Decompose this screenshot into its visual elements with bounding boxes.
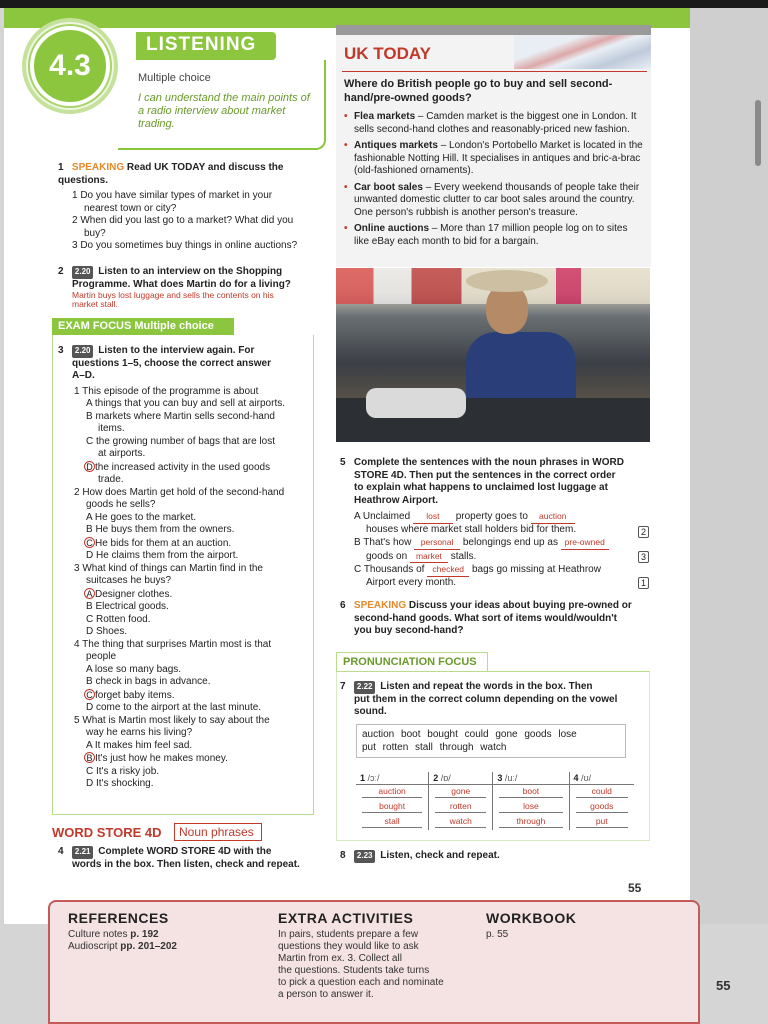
exercise-number: 4 bbox=[58, 846, 64, 857]
teacher-notes-panel bbox=[48, 900, 700, 1024]
exercise-instruction: Listen to the interview again. For bbox=[98, 345, 255, 356]
word-box-line: auction boot bought could gone goods lose bbox=[362, 729, 577, 740]
exercise-2 bbox=[58, 266, 320, 309]
photo-clothes bbox=[366, 388, 466, 418]
answer-option: at airports. bbox=[98, 448, 146, 459]
market-stall-photo bbox=[336, 268, 650, 442]
list-item: • Flea markets – Camden market is the biggest one in London. It sells second-hand clothes and reasonably-priced new fashion. bbox=[344, 111, 644, 136]
photo-hat bbox=[466, 270, 548, 292]
column-header: 2 /ɒ/ bbox=[429, 772, 493, 785]
exercise-instruction: A–D. bbox=[72, 370, 95, 381]
union-flag-image bbox=[514, 35, 651, 69]
outer-page-number: 55 bbox=[716, 978, 731, 993]
exam-focus-tab: EXAM FOCUS Multiple choice bbox=[52, 318, 234, 335]
exercise-instruction: STORE 4D. Then put the sentences in the correct order bbox=[354, 469, 616, 481]
order-box[interactable]: 1 bbox=[638, 577, 649, 589]
answer-blank[interactable]: personal bbox=[414, 536, 460, 550]
answer-blank[interactable]: bought bbox=[362, 801, 422, 813]
answer-option: D Shoes. bbox=[86, 626, 128, 637]
extra-activities-title: EXTRA ACTIVITIES bbox=[278, 910, 414, 926]
exercise-1 bbox=[58, 162, 318, 253]
exercise-3 bbox=[58, 345, 314, 791]
word-box bbox=[356, 724, 626, 758]
circled-answer: B bbox=[84, 752, 95, 763]
answer-option-selected: C forget baby items. bbox=[74, 689, 314, 703]
answer-option: B Electrical goods. bbox=[86, 601, 169, 612]
list-item: • Car boot sales – Every weekend thousands of people take their unwanted domestic clutter to car boot sales around the country. One person's rubbish is another person's treasure. bbox=[344, 182, 644, 220]
section-subtitle: Multiple choice bbox=[138, 72, 211, 84]
table-row bbox=[356, 815, 634, 830]
answer-option: C It's a risky job. bbox=[86, 765, 160, 777]
question-stem: way he earns his living? bbox=[86, 727, 193, 738]
answer-option: D It's shocking. bbox=[86, 778, 154, 789]
answer-option: B He buys them from the owners. bbox=[86, 524, 235, 535]
answer-option-selected: B It's just how he makes money. bbox=[74, 752, 314, 766]
exercise-instruction: Heathrow Airport. bbox=[354, 494, 439, 506]
uk-today-question: Where do British people go to buy and sell second-hand/pre-owned goods? bbox=[344, 78, 613, 104]
uk-today-list bbox=[344, 111, 644, 252]
answer-option: A lose so many bags. bbox=[86, 663, 182, 675]
audio-track-icon[interactable]: 2.21 bbox=[72, 846, 94, 859]
references-line: Culture notes p. 192 bbox=[68, 929, 159, 940]
answer-blank[interactable]: goods bbox=[576, 801, 629, 813]
order-box[interactable]: 2 bbox=[638, 526, 649, 538]
question-stem: 5 What is Martin most likely to say about the bbox=[74, 714, 270, 726]
exercise-number: 2 bbox=[58, 266, 64, 277]
uk-today-title: UK TODAY bbox=[344, 44, 431, 63]
exercise-number: 7 bbox=[340, 681, 346, 692]
column-header: 3 /uː/ bbox=[493, 772, 569, 785]
answer-option: trade. bbox=[98, 474, 124, 485]
answer-blank[interactable]: pre-owned bbox=[561, 536, 609, 550]
exercise-instruction: put them in the correct column depending on the vowel bbox=[354, 693, 618, 705]
references-line: Audioscript pp. 201–202 bbox=[68, 941, 177, 952]
question-list bbox=[58, 386, 314, 791]
question-line: nearest town or city? bbox=[84, 202, 177, 214]
exercise-instruction: Listen, check and repeat. bbox=[380, 850, 500, 861]
exercise-instruction: Read UK TODAY and discuss the questions. bbox=[58, 162, 284, 186]
handwritten-answer: Martin buys lost luggage and sells the contents on his bbox=[72, 290, 274, 300]
section-title: LISTENING bbox=[136, 32, 276, 60]
answer-blank[interactable]: checked bbox=[427, 563, 469, 577]
answer-blank[interactable]: gone bbox=[435, 786, 486, 798]
question-stem: 2 How does Martin get hold of the second-hand bbox=[74, 486, 285, 498]
answer-blank[interactable]: put bbox=[576, 816, 629, 828]
answer-option: B check in bags in advance. bbox=[86, 676, 211, 687]
exercise-instruction: questions 1–5, choose the correct answer bbox=[72, 357, 271, 369]
answer-blank[interactable]: lost bbox=[413, 510, 453, 524]
answer-blank[interactable]: stall bbox=[362, 816, 422, 828]
answer-option: A It makes him feel sad. bbox=[86, 739, 193, 751]
exercise-instruction: Listen and repeat the words in the box. Then bbox=[380, 681, 593, 692]
scrollbar[interactable] bbox=[755, 100, 761, 166]
answer-option-selected: D the increased activity in the used goods bbox=[74, 461, 314, 475]
exercise-number: 8 bbox=[340, 850, 346, 861]
question-stem: 1 This episode of the programme is about bbox=[74, 385, 259, 397]
answer-option: D come to the airport at the last minute. bbox=[86, 702, 262, 713]
can-do-statement: I can understand the main points of a radio interview about market trading. bbox=[138, 92, 310, 130]
column-header: 1 /ɔː/ bbox=[356, 772, 429, 785]
question-line: 2 When did you last go to a market? What did you bbox=[72, 215, 294, 226]
question-stem: people bbox=[86, 651, 117, 662]
exercise-number: 6 bbox=[340, 600, 346, 611]
sentence-a: A Unclaimed lost property goes to auction houses where market stall holders bid for them. bbox=[354, 511, 577, 535]
references-title: REFERENCES bbox=[68, 910, 169, 926]
question-stem: 3 What kind of things can Martin find in the bbox=[74, 562, 263, 574]
audio-track-icon[interactable]: 2.20 bbox=[72, 266, 94, 279]
exercise-instruction: Listen to an interview on the Shopping bbox=[98, 266, 283, 277]
answer-option: A He goes to the market. bbox=[86, 511, 197, 523]
answer-option-selected: A Designer clothes. bbox=[74, 588, 314, 602]
answer-blank[interactable]: lose bbox=[499, 801, 562, 813]
word-box-line: put rotten stall through watch bbox=[362, 742, 507, 753]
question-stem: suitcases he buys? bbox=[86, 575, 172, 586]
exercise-instruction: words in the box. Then listen, check and repeat. bbox=[72, 858, 300, 870]
exercise-6 bbox=[340, 600, 652, 638]
divider bbox=[342, 71, 647, 72]
circled-answer: D bbox=[84, 461, 95, 472]
question-line: buy? bbox=[84, 227, 106, 239]
question-stem: goods he sells? bbox=[86, 499, 156, 510]
table-row bbox=[356, 785, 634, 800]
sentence-c: C Thousands of checked bags go missing at Heathrow Airport every month. bbox=[354, 564, 601, 588]
answer-option: C the growing number of bags that are lost bbox=[86, 435, 275, 447]
exercise-instruction: second-hand goods. What sort of items would/wouldn't bbox=[354, 612, 617, 624]
list-item: • Online auctions – More than 17 million people log on to sites like eBay each month to bid for a bargain. bbox=[344, 223, 644, 248]
answer-option: B markets where Martin sells second-hand bbox=[86, 410, 275, 422]
handwritten-answer: market stall. bbox=[72, 299, 118, 309]
question-line: 1 Do you have similar types of market in your bbox=[72, 190, 273, 201]
unit-badge: 4.3 bbox=[30, 26, 110, 106]
exercise-7 bbox=[340, 681, 646, 719]
answer-option: A things that you can buy and sell at airports. bbox=[86, 398, 286, 409]
answer-blank[interactable]: auction bbox=[362, 786, 422, 798]
exercise-instruction: Complete the sentences with the noun phrases in WORD bbox=[353, 457, 624, 468]
exercise-instruction: Programme. What does Martin do for a living? bbox=[72, 278, 291, 290]
workbook-page: p. 55 bbox=[486, 929, 509, 940]
answer-option-selected: C He bids for them at an auction. bbox=[74, 537, 314, 551]
exercise-8 bbox=[340, 850, 646, 863]
answer-option: D He claims them from the airport. bbox=[86, 550, 239, 561]
pronunciation-tab: PRONUNCIATION FOCUS bbox=[336, 652, 488, 672]
exercise-instruction: you buy second-hand? bbox=[354, 625, 464, 636]
audio-track-icon[interactable]: 2.22 bbox=[354, 681, 376, 694]
workbook-title: WORKBOOK bbox=[486, 910, 577, 926]
exercise-5 bbox=[340, 457, 652, 589]
answer-blank[interactable]: could bbox=[576, 786, 629, 798]
question-line: 3 Do you sometimes buy things in online auctions? bbox=[72, 240, 298, 251]
list-item: • Antiques markets – London's Portobello Market is located in the fashionable Notting Hill. It specialises in antiques and bric-a-brac (old-fashioned ornaments). bbox=[344, 140, 644, 178]
exercise-number: 5 bbox=[340, 457, 346, 468]
word-store-tag: Noun phrases bbox=[174, 823, 262, 841]
exercise-instruction: Discuss your ideas about buying pre-owned or bbox=[408, 600, 632, 611]
exercise-instruction: Complete WORD STORE 4D with the bbox=[98, 846, 272, 857]
answer-blank[interactable]: boot bbox=[499, 786, 562, 798]
circled-answer: C bbox=[84, 537, 95, 548]
question-stem: 4 The thing that surprises Martin most is that bbox=[74, 638, 272, 650]
sentence-b: B That's how personal belongings end up as pre-owned goods on market stalls. bbox=[340, 536, 620, 563]
answer-option: C Rotten food. bbox=[86, 613, 151, 625]
audio-track-icon[interactable]: 2.23 bbox=[354, 850, 376, 863]
exercise-4 bbox=[58, 846, 320, 871]
audio-track-icon[interactable]: 2.20 bbox=[72, 345, 94, 358]
answer-blank[interactable]: market bbox=[410, 550, 448, 564]
answer-blank[interactable]: through bbox=[499, 816, 562, 828]
top-bar bbox=[0, 0, 768, 8]
answer-option: items. bbox=[98, 423, 125, 434]
table-row bbox=[356, 800, 634, 815]
answer-blank[interactable]: auction bbox=[531, 510, 575, 524]
extra-activities-text: In pairs, students prepare a few questions they would like to ask Martin from ex. 3. Collect all the questions. Students take turns to pick a question each and nominate a person to answer it. bbox=[278, 929, 444, 1000]
exercise-instruction: to explain what happens to unclaimed lost luggage at bbox=[354, 482, 608, 493]
speaking-tag: SPEAKING bbox=[353, 600, 407, 611]
column-header: 4 /ʊ/ bbox=[569, 772, 634, 785]
circled-answer: A bbox=[84, 588, 95, 599]
pronunciation-table bbox=[356, 772, 634, 830]
exercise-number: 3 bbox=[58, 345, 64, 356]
page-number: 55 bbox=[628, 881, 642, 895]
word-store-title: WORD STORE 4D bbox=[52, 825, 162, 840]
order-box[interactable]: 3 bbox=[638, 551, 649, 563]
exercise-number: 1 bbox=[58, 162, 64, 173]
circled-answer: C bbox=[84, 689, 95, 700]
answer-blank[interactable]: rotten bbox=[435, 801, 486, 813]
answer-blank[interactable]: watch bbox=[435, 816, 486, 828]
exercise-instruction: sound. bbox=[354, 706, 387, 717]
speaking-tag: SPEAKING bbox=[71, 162, 125, 173]
uk-today-box bbox=[336, 25, 651, 267]
